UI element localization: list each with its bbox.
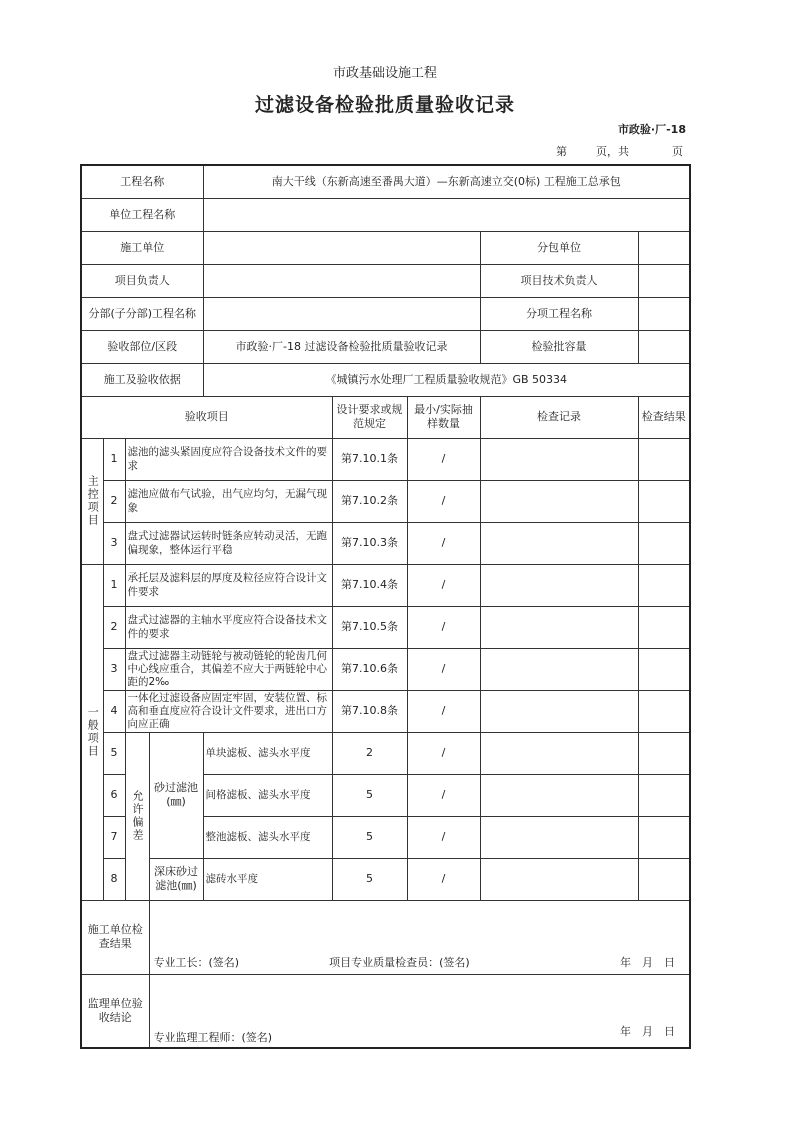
item-sample: / [407, 816, 480, 858]
col-header-design: 设计要求或规范规定 [332, 396, 407, 438]
item-no: 4 [103, 690, 125, 732]
item-spec: 2 [332, 732, 407, 774]
item-sample: / [407, 480, 480, 522]
table-row [81, 438, 690, 480]
item-no: 6 [103, 774, 125, 816]
col-header-sample: 最小/实际抽样数量 [407, 396, 480, 438]
item-spec: 5 [332, 816, 407, 858]
item-text: 盘式过滤器的主轴水平度应符合设备技术文件的要求 [125, 606, 332, 648]
item-no: 1 [103, 438, 125, 480]
item-spec: 第7.10.4条 [332, 564, 407, 606]
general-section-label: 一般项目 [81, 564, 103, 900]
table-row [81, 480, 690, 522]
table-row [81, 690, 690, 732]
deep-bed-filter-label: 深床砂过滤池(㎜) [149, 858, 203, 900]
item-text: 间格滤板、滤头水平度 [203, 774, 332, 816]
document-category: 市政基础设施工程 [332, 66, 437, 81]
item-sample: / [407, 606, 480, 648]
item-text: 承托层及滤料层的厚度及粒径应符合设计文件要求 [125, 564, 332, 606]
item-no: 5 [103, 732, 125, 774]
item-spec: 5 [332, 774, 407, 816]
basis-label: 施工及验收依据 [81, 363, 203, 396]
item-record[interactable] [480, 606, 638, 648]
item-sample: / [407, 438, 480, 480]
item-text: 单块滤板、滤头水平度 [203, 732, 332, 774]
contractor-label: 施工单位 [81, 231, 203, 264]
row-division [81, 297, 690, 330]
unit-project-label: 单位工程名称 [81, 198, 203, 231]
item-spec: 第7.10.6条 [332, 648, 407, 690]
subitem-label: 分项工程名称 [480, 297, 638, 330]
item-no: 2 [103, 480, 125, 522]
supervisor-engineer-sign: 专业监理工程师：(签名) [153, 1031, 273, 1044]
item-spec: 第7.10.2条 [332, 480, 407, 522]
item-record[interactable] [480, 690, 638, 732]
item-no: 2 [103, 606, 125, 648]
col-header-record: 检查记录 [480, 396, 638, 438]
inspection-area-label: 验收部位/区段 [81, 330, 203, 363]
item-spec: 第7.10.8条 [332, 690, 407, 732]
item-record[interactable] [480, 438, 638, 480]
subcontractor-value[interactable] [638, 231, 690, 264]
item-record[interactable] [480, 858, 638, 900]
item-result[interactable] [638, 816, 690, 858]
subitem-value[interactable] [638, 297, 690, 330]
item-result[interactable] [638, 480, 690, 522]
item-result[interactable] [638, 564, 690, 606]
inspection-form-table [80, 164, 691, 1049]
page-total-label: 页 [672, 145, 683, 158]
item-result[interactable] [638, 858, 690, 900]
project-name-value: 南大干线（东新高速至番禺大道）—东新高速立交(0标) 工程施工总承包 [203, 165, 690, 198]
item-record[interactable] [480, 564, 638, 606]
item-spec: 第7.10.3条 [332, 522, 407, 564]
unit-project-value[interactable] [203, 198, 690, 231]
item-sample: / [407, 522, 480, 564]
item-sample: / [407, 690, 480, 732]
table-row [81, 648, 690, 690]
project-manager-label: 项目负责人 [81, 264, 203, 297]
col-header-item: 验收项目 [81, 396, 332, 438]
page-counter [556, 143, 683, 159]
page-sep: 页，共 [596, 145, 629, 158]
item-text: 一体化过滤设备应固定牢固，安装位置、标高和垂直度应符合设计文件要求，进出口方向应正确 [125, 690, 332, 732]
sand-filter-label: 砂过滤池(㎜) [149, 732, 203, 858]
item-record[interactable] [480, 522, 638, 564]
row-project-name [81, 165, 690, 198]
subcontractor-label: 分包单位 [480, 231, 638, 264]
table-row [81, 564, 690, 606]
item-sample: / [407, 564, 480, 606]
item-no: 3 [103, 522, 125, 564]
lot-capacity-label: 检验批容量 [480, 330, 638, 363]
item-spec: 第7.10.5条 [332, 606, 407, 648]
row-managers [81, 264, 690, 297]
item-record[interactable] [480, 732, 638, 774]
item-result[interactable] [638, 732, 690, 774]
item-record[interactable] [480, 648, 638, 690]
table-row [81, 732, 690, 774]
contractor-value[interactable] [203, 231, 480, 264]
item-record[interactable] [480, 480, 638, 522]
item-text: 盘式过滤器主动链轮与被动链轮的轮齿几何中心线应重合，其偏差不应大于两链轮中心距的2‰ [125, 648, 332, 690]
item-sample: / [407, 858, 480, 900]
supervisor-conclusion-area[interactable] [149, 974, 690, 1048]
table-row [81, 522, 690, 564]
item-result[interactable] [638, 606, 690, 648]
lot-capacity-value[interactable] [638, 330, 690, 363]
row-unit-project [81, 198, 690, 231]
basis-value: 《城镇污水处理厂工程质量验收规范》GB 50334 [203, 363, 690, 396]
contractor-result-area[interactable] [149, 900, 690, 974]
item-sample: / [407, 774, 480, 816]
row-basis [81, 363, 690, 396]
item-spec: 第7.10.1条 [332, 438, 407, 480]
row-inspection-area [81, 330, 690, 363]
inspection-area-value: 市政验·厂-18 过滤设备检验批质量验收记录 [203, 330, 480, 363]
item-result[interactable] [638, 522, 690, 564]
item-record[interactable] [480, 774, 638, 816]
row-contractor-result [81, 900, 690, 974]
item-no: 3 [103, 648, 125, 690]
tech-manager-value[interactable] [638, 264, 690, 297]
col-header-result: 检查结果 [638, 396, 690, 438]
item-sample: / [407, 732, 480, 774]
row-contractor [81, 231, 690, 264]
row-supervisor-conclusion [81, 974, 690, 1048]
project-manager-value[interactable] [203, 264, 480, 297]
document-title: 过滤设备检验批质量验收记录 [254, 94, 515, 116]
item-no: 8 [103, 858, 125, 900]
contractor-result-label: 施工单位检查结果 [81, 900, 149, 974]
item-result[interactable] [638, 774, 690, 816]
item-sample: / [407, 648, 480, 690]
foreman-sign: 专业工长：(签名) [153, 955, 240, 969]
table-row [81, 858, 690, 900]
item-text: 滤池应做布气试验，出气应均匀，无漏气现象 [125, 480, 332, 522]
form-code: 市政验·厂-18 [617, 123, 686, 136]
qc-inspector-sign: 项目专业质量检查员：(签名) [329, 955, 470, 969]
item-record[interactable] [480, 816, 638, 858]
tech-manager-label: 项目技术负责人 [480, 264, 638, 297]
supervisor-conclusion-label: 监理单位验收结论 [81, 974, 149, 1048]
division-label: 分部(子分部)工程名称 [81, 297, 203, 330]
supervisor-date: 年 月 日 [620, 1025, 676, 1038]
page-no-label: 第 [556, 145, 567, 158]
project-name-label: 工程名称 [81, 165, 203, 198]
item-no: 7 [103, 816, 125, 858]
division-value[interactable] [203, 297, 480, 330]
item-text: 盘式过滤器试运转时链条应转动灵活，无跑偏现象，整体运行平稳 [125, 522, 332, 564]
tolerance-label: 允许偏差 [125, 732, 149, 900]
item-text: 整池滤板、滤头水平度 [203, 816, 332, 858]
item-text: 滤池的滤头紧固度应符合设备技术文件的要求 [125, 438, 332, 480]
item-result[interactable] [638, 648, 690, 690]
item-text: 滤砖水平度 [203, 858, 332, 900]
main-section-label: 主控项目 [81, 438, 103, 564]
row-column-headers [81, 396, 690, 438]
item-result[interactable] [638, 690, 690, 732]
item-no: 1 [103, 564, 125, 606]
item-spec: 5 [332, 858, 407, 900]
table-row [81, 606, 690, 648]
item-result[interactable] [638, 438, 690, 480]
contractor-date: 年 月 日 [620, 955, 676, 969]
